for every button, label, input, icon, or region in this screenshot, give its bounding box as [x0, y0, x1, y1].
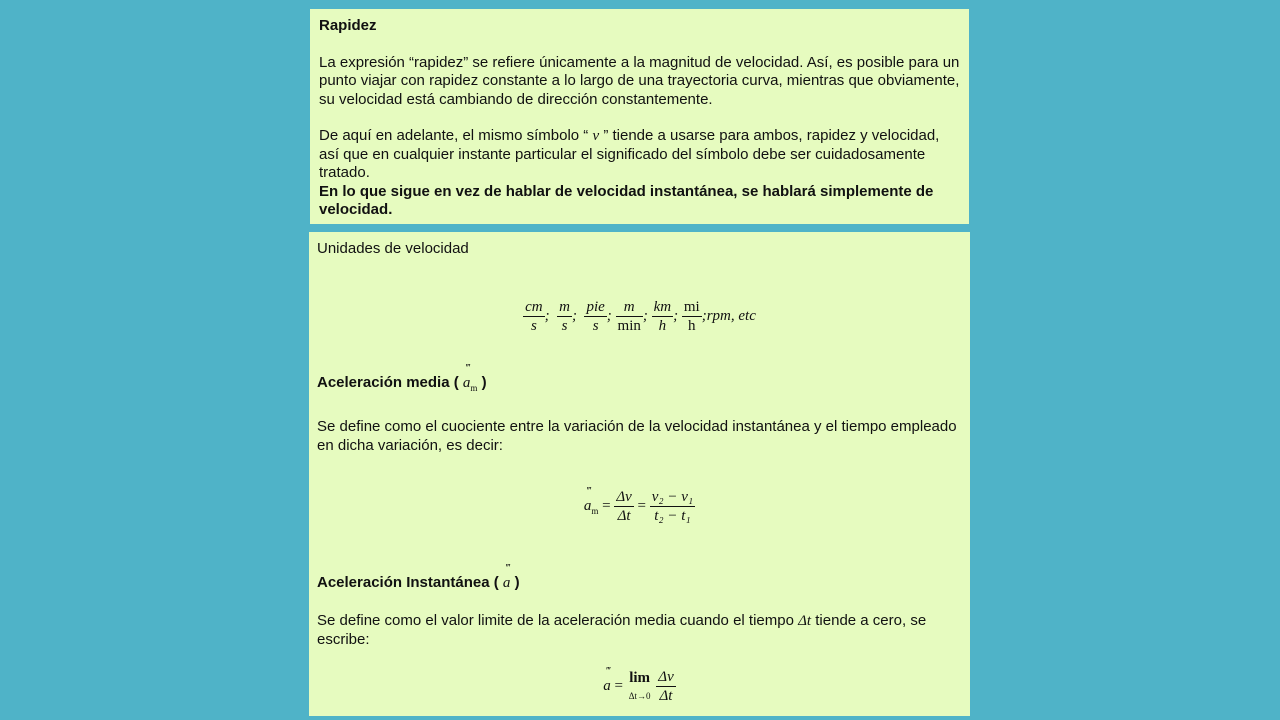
rapidez-panel [310, 9, 969, 224]
rapidez-title: Rapidez [319, 17, 377, 34]
aceleracion-media-formula: ‴ $a_m$ = $\frac{\Delta v}{\Delta t}$ = $\frac{\text{v₂ − v₁}}{\text{t₂ − t₁}}$ [309, 488, 970, 525]
aceleracion-instantanea-formula: ‴ a = lim Δt→0 $\frac{\Delta v}{\Delta t}$ [309, 668, 970, 705]
para2-after: ” tiende a usarse para ambos, rapidez y velocidad, así que en cualquier instante particular el significado del símbolo debe ser cuidadosamente tratado. [319, 127, 940, 181]
rapidez-paragraph-1: La expresión “rapidez” se refiere únicamente a la magnitud de velocidad. Así, es posible para un punto viajar con rapidez constante a lo largo de una trayectoria curva, mientras que obviamente, su velocidad está cambiando de dirección constantemente. [319, 53, 960, 108]
para2-before: De aquí en adelante, el mismo símbolo “ [319, 127, 593, 144]
units-tail: rpm, etc [706, 307, 756, 324]
aceleracion-instantanea-description: Se define como el valor limite de la aceleración media cuando el tiempo Δt tiende a cero, se escribe: [317, 612, 927, 648]
unit-fraction: $\frac{m}{\min}$ [617, 299, 641, 334]
unidades-title: Unidades de velocidad [317, 240, 469, 257]
delta-t-symbol: Δt [798, 613, 812, 629]
units-formula: $\frac{cm}{s}$ ; $\frac{m}{s}$ ; $\frac{\text{pie}}{s}$ ; $\frac{m}{\min}$ ; $\frac{km}{h}$ ; $\frac{mi}{h}$ ;rpm, etc [525, 299, 756, 334]
rapidez-bold-note: En lo que sigue en vez de hablar de velocidad instantánea, se hablará simplemente de velocidad. [319, 182, 934, 218]
aceleracion-media-title: Aceleración media ( ‴ $a_m$ ) [317, 374, 487, 393]
unit-fraction: $\frac{mi}{h}$ [683, 299, 700, 334]
unit-fraction: $\frac{m}{s}$ [559, 299, 570, 334]
unit-fraction: $\frac{\text{pie}}{s}$ [586, 299, 605, 334]
velocity-acceleration-panel [309, 232, 970, 716]
unit-fraction: $\frac{km}{h}$ [653, 299, 672, 334]
velocity-symbol: v [592, 128, 600, 144]
acceleration-vector-symbol: ‴ a [503, 575, 511, 592]
aceleracion-media-description: Se define como el cuociente entre la variación de la velocidad instantánea y el tiempo empleado en dicha variación, es decir: [317, 418, 957, 454]
aceleracion-instantanea-title: Aceleración Instantánea ( ‴ a ) [317, 574, 520, 592]
acceleration-vector-symbol: ‴ $a_m$ [463, 375, 478, 393]
unit-fraction: $\frac{cm}{s}$ [525, 299, 543, 334]
rapidez-paragraph-2 [319, 127, 960, 183]
